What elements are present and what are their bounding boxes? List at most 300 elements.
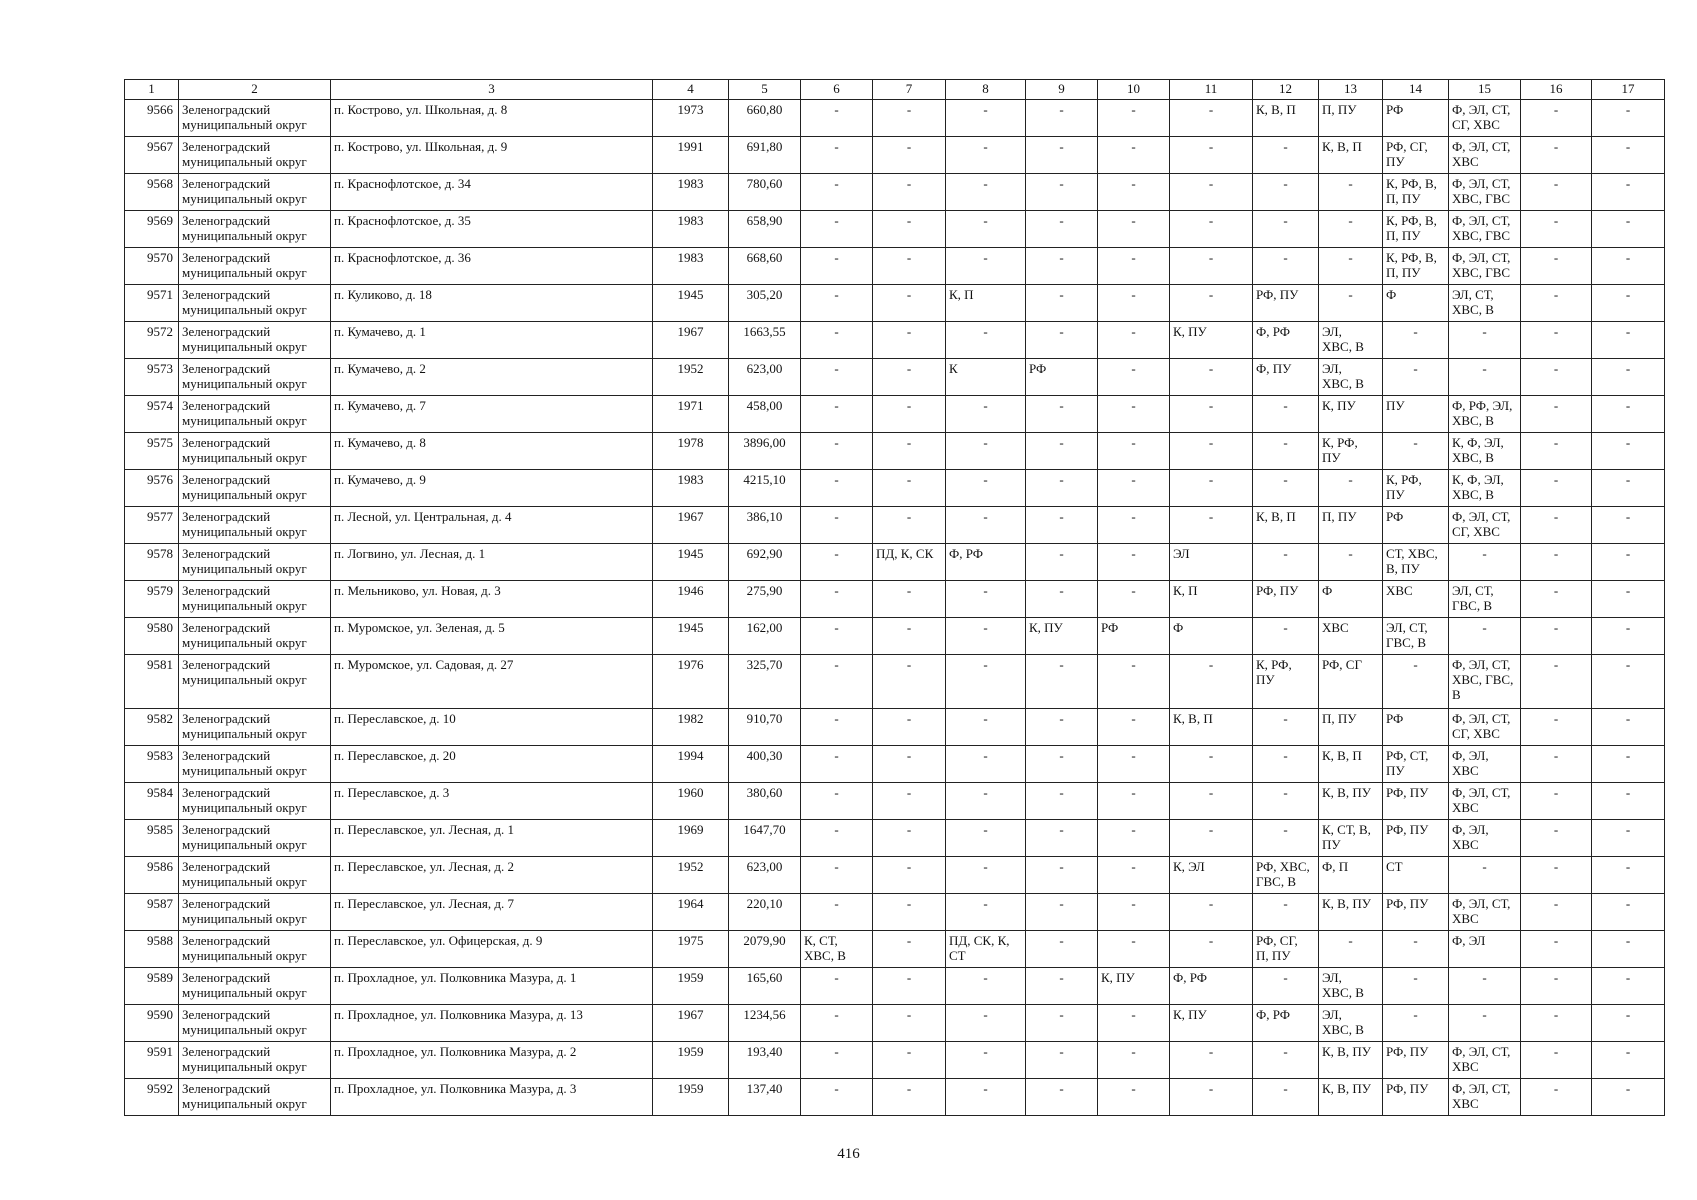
table-cell-col-8: - xyxy=(946,100,1026,137)
table-cell-col-4: 1983 xyxy=(653,211,729,248)
table-cell-col-10: - xyxy=(1098,248,1170,285)
table-cell-col-10: - xyxy=(1098,507,1170,544)
table-cell-col-8: - xyxy=(946,1042,1026,1079)
register-table xyxy=(124,79,1665,1116)
table-cell-col-10: - xyxy=(1098,581,1170,618)
table-cell-col-1: 9577 xyxy=(125,507,179,544)
table-cell-col-6: - xyxy=(801,655,873,709)
table-cell-col-10: - xyxy=(1098,544,1170,581)
table-cell-col-8: - xyxy=(946,470,1026,507)
table-cell-col-7: - xyxy=(873,100,946,137)
table-cell-col-1: 9582 xyxy=(125,709,179,746)
table-cell-col-7: - xyxy=(873,931,946,968)
table-cell-col-13: - xyxy=(1319,248,1383,285)
table-cell-col-13: П, ПУ xyxy=(1319,507,1383,544)
table-cell-col-3: п. Переславское, д. 20 xyxy=(331,746,653,783)
table-cell-col-3: п. Переславское, д. 10 xyxy=(331,709,653,746)
table-cell-col-13: РФ, СГ xyxy=(1319,655,1383,709)
table-cell-col-2: Зеленоградский муниципальный округ xyxy=(179,783,331,820)
table-cell-col-9: - xyxy=(1026,783,1098,820)
table-body xyxy=(125,80,1665,1116)
table-cell-col-15: Ф, РФ, ЭЛ, ХВС, В xyxy=(1449,396,1521,433)
register-table-container xyxy=(124,79,1664,1116)
table-cell-col-12: - xyxy=(1253,783,1319,820)
table-cell-col-6: - xyxy=(801,1079,873,1116)
table-cell-col-8: - xyxy=(946,1079,1026,1116)
table-cell-col-15: Ф, ЭЛ xyxy=(1449,931,1521,968)
table-cell-col-1: 9584 xyxy=(125,783,179,820)
table-cell-col-6: - xyxy=(801,359,873,396)
table-cell-col-5: 137,40 xyxy=(729,1079,801,1116)
table-cell-col-13: ЭЛ, ХВС, В xyxy=(1319,359,1383,396)
table-cell-col-6: - xyxy=(801,968,873,1005)
table-cell-col-3: п. Лесной, ул. Центральная, д. 4 xyxy=(331,507,653,544)
table-cell-col-4: 1976 xyxy=(653,655,729,709)
table-cell-col-14: РФ, ПУ xyxy=(1383,820,1449,857)
table-cell-col-15: Ф, ЭЛ, СТ, ХВС, ГВС xyxy=(1449,174,1521,211)
table-cell-col-16: - xyxy=(1521,931,1592,968)
table-cell-col-8: - xyxy=(946,248,1026,285)
table-cell-col-5: 1647,70 xyxy=(729,820,801,857)
table-cell-col-11: - xyxy=(1170,894,1253,931)
table-cell-col-9: - xyxy=(1026,100,1098,137)
table-cell-col-17: - xyxy=(1592,248,1665,285)
table-cell-col-15: - xyxy=(1449,1005,1521,1042)
table-cell-col-1: 9570 xyxy=(125,248,179,285)
table-cell-col-2: Зеленоградский муниципальный округ xyxy=(179,618,331,655)
table-cell-col-8: Ф, РФ xyxy=(946,544,1026,581)
column-header-10: 10 xyxy=(1098,80,1170,100)
table-cell-col-16: - xyxy=(1521,100,1592,137)
table-cell-col-12: К, РФ, ПУ xyxy=(1253,655,1319,709)
table-cell-col-4: 1969 xyxy=(653,820,729,857)
table-cell-col-7: - xyxy=(873,820,946,857)
table-cell-col-12: - xyxy=(1253,470,1319,507)
table-cell-col-14: РФ, ПУ xyxy=(1383,1079,1449,1116)
table-cell-col-10: - xyxy=(1098,211,1170,248)
table-cell-col-11: - xyxy=(1170,655,1253,709)
table-cell-col-17: - xyxy=(1592,968,1665,1005)
table-cell-col-6: - xyxy=(801,433,873,470)
table-cell-col-6: - xyxy=(801,174,873,211)
table-cell-col-16: - xyxy=(1521,211,1592,248)
table-cell-col-3: п. Кумачево, д. 7 xyxy=(331,396,653,433)
table-cell-col-7: - xyxy=(873,507,946,544)
table-cell-col-6: - xyxy=(801,894,873,931)
table-cell-col-3: п. Куликово, д. 18 xyxy=(331,285,653,322)
table-cell-col-10: - xyxy=(1098,931,1170,968)
table-cell-col-10: - xyxy=(1098,174,1170,211)
table-cell-col-4: 1975 xyxy=(653,931,729,968)
table-cell-col-4: 1967 xyxy=(653,1005,729,1042)
table-cell-col-3: п. Прохладное, ул. Полковника Мазура, д. 3 xyxy=(331,1079,653,1116)
table-cell-col-13: К, В, ПУ xyxy=(1319,894,1383,931)
table-cell-col-13: К, В, ПУ xyxy=(1319,783,1383,820)
table-cell-col-16: - xyxy=(1521,248,1592,285)
table-cell-col-3: п. Прохладное, ул. Полковника Мазура, д. 2 xyxy=(331,1042,653,1079)
column-header-6: 6 xyxy=(801,80,873,100)
column-header-7: 7 xyxy=(873,80,946,100)
table-cell-col-6: - xyxy=(801,100,873,137)
column-header-11: 11 xyxy=(1170,80,1253,100)
table-cell-col-1: 9576 xyxy=(125,470,179,507)
table-cell-col-2: Зеленоградский муниципальный округ xyxy=(179,322,331,359)
table-cell-col-4: 1983 xyxy=(653,470,729,507)
table-cell-col-2: Зеленоградский муниципальный округ xyxy=(179,396,331,433)
table-cell-col-12: К, В, П xyxy=(1253,507,1319,544)
table-cell-col-15: Ф, ЭЛ, ХВС xyxy=(1449,746,1521,783)
table-cell-col-16: - xyxy=(1521,655,1592,709)
table-cell-col-10: К, ПУ xyxy=(1098,968,1170,1005)
table-cell-col-7: - xyxy=(873,322,946,359)
table-cell-col-14: - xyxy=(1383,968,1449,1005)
table-cell-col-10: - xyxy=(1098,709,1170,746)
table-cell-col-17: - xyxy=(1592,783,1665,820)
table-cell-col-8: - xyxy=(946,746,1026,783)
table-cell-col-7: - xyxy=(873,174,946,211)
table-cell-col-5: 3896,00 xyxy=(729,433,801,470)
column-header-5: 5 xyxy=(729,80,801,100)
table-cell-col-15: Ф, ЭЛ, СТ, ХВС xyxy=(1449,783,1521,820)
table-cell-col-9: - xyxy=(1026,507,1098,544)
table-row xyxy=(125,931,1665,968)
table-cell-col-13: - xyxy=(1319,931,1383,968)
table-cell-col-14: СТ, ХВС, В, ПУ xyxy=(1383,544,1449,581)
table-cell-col-3: п. Кумачево, д. 1 xyxy=(331,322,653,359)
table-cell-col-13: - xyxy=(1319,211,1383,248)
table-cell-col-2: Зеленоградский муниципальный округ xyxy=(179,285,331,322)
table-cell-col-17: - xyxy=(1592,820,1665,857)
table-cell-col-9: - xyxy=(1026,655,1098,709)
table-cell-col-3: п. Краснофлотское, д. 35 xyxy=(331,211,653,248)
table-cell-col-13: К, ПУ xyxy=(1319,396,1383,433)
column-header-16: 16 xyxy=(1521,80,1592,100)
table-cell-col-16: - xyxy=(1521,433,1592,470)
table-cell-col-2: Зеленоградский муниципальный округ xyxy=(179,968,331,1005)
table-cell-col-17: - xyxy=(1592,1042,1665,1079)
table-row xyxy=(125,285,1665,322)
table-cell-col-12: - xyxy=(1253,396,1319,433)
table-cell-col-3: п. Кумачево, д. 9 xyxy=(331,470,653,507)
table-row xyxy=(125,1079,1665,1116)
table-cell-col-5: 305,20 xyxy=(729,285,801,322)
table-cell-col-14: К, РФ, ПУ xyxy=(1383,470,1449,507)
table-cell-col-3: п. Краснофлотское, д. 36 xyxy=(331,248,653,285)
table-cell-col-1: 9583 xyxy=(125,746,179,783)
table-cell-col-7: - xyxy=(873,211,946,248)
table-cell-col-5: 691,80 xyxy=(729,137,801,174)
table-cell-col-17: - xyxy=(1592,433,1665,470)
table-cell-col-16: - xyxy=(1521,581,1592,618)
table-cell-col-1: 9581 xyxy=(125,655,179,709)
table-cell-col-15: ЭЛ, СТ, ХВС, В xyxy=(1449,285,1521,322)
table-cell-col-12: - xyxy=(1253,618,1319,655)
table-cell-col-4: 1952 xyxy=(653,359,729,396)
column-header-4: 4 xyxy=(653,80,729,100)
table-cell-col-9: - xyxy=(1026,709,1098,746)
table-cell-col-2: Зеленоградский муниципальный округ xyxy=(179,507,331,544)
table-cell-col-9: - xyxy=(1026,322,1098,359)
table-cell-col-10: - xyxy=(1098,857,1170,894)
table-cell-col-14: РФ xyxy=(1383,709,1449,746)
table-row xyxy=(125,894,1665,931)
table-cell-col-11: - xyxy=(1170,820,1253,857)
table-cell-col-6: - xyxy=(801,581,873,618)
table-cell-col-5: 658,90 xyxy=(729,211,801,248)
table-cell-col-11: Ф, РФ xyxy=(1170,968,1253,1005)
table-row xyxy=(125,470,1665,507)
table-cell-col-5: 162,00 xyxy=(729,618,801,655)
table-cell-col-11: К, ЭЛ xyxy=(1170,857,1253,894)
table-cell-col-1: 9591 xyxy=(125,1042,179,1079)
table-cell-col-6: - xyxy=(801,1042,873,1079)
table-cell-col-11: - xyxy=(1170,1079,1253,1116)
table-cell-col-6: - xyxy=(801,746,873,783)
table-cell-col-15: ЭЛ, СТ, ГВС, В xyxy=(1449,581,1521,618)
table-cell-col-6: - xyxy=(801,507,873,544)
table-row xyxy=(125,746,1665,783)
table-cell-col-7: - xyxy=(873,968,946,1005)
table-cell-col-15: - xyxy=(1449,857,1521,894)
table-cell-col-8: К xyxy=(946,359,1026,396)
table-cell-col-16: - xyxy=(1521,820,1592,857)
table-cell-col-17: - xyxy=(1592,931,1665,968)
table-cell-col-14: РФ, ПУ xyxy=(1383,894,1449,931)
table-cell-col-17: - xyxy=(1592,1005,1665,1042)
table-cell-col-6: - xyxy=(801,1005,873,1042)
table-cell-col-2: Зеленоградский муниципальный округ xyxy=(179,470,331,507)
table-cell-col-12: - xyxy=(1253,1042,1319,1079)
table-cell-col-17: - xyxy=(1592,581,1665,618)
table-cell-col-10: - xyxy=(1098,894,1170,931)
table-cell-col-1: 9572 xyxy=(125,322,179,359)
table-cell-col-15: К, Ф, ЭЛ, ХВС, В xyxy=(1449,470,1521,507)
table-cell-col-7: - xyxy=(873,285,946,322)
table-cell-col-4: 1983 xyxy=(653,174,729,211)
table-cell-col-7: ПД, К, СК xyxy=(873,544,946,581)
table-cell-col-16: - xyxy=(1521,618,1592,655)
table-cell-col-8: - xyxy=(946,1005,1026,1042)
table-cell-col-12: К, В, П xyxy=(1253,100,1319,137)
table-cell-col-16: - xyxy=(1521,1005,1592,1042)
table-cell-col-11: - xyxy=(1170,248,1253,285)
table-cell-col-4: 1960 xyxy=(653,783,729,820)
table-cell-col-9: - xyxy=(1026,894,1098,931)
table-cell-col-14: РФ xyxy=(1383,507,1449,544)
table-cell-col-7: - xyxy=(873,470,946,507)
table-cell-col-7: - xyxy=(873,359,946,396)
table-cell-col-13: К, В, ПУ xyxy=(1319,1042,1383,1079)
table-cell-col-16: - xyxy=(1521,507,1592,544)
table-cell-col-15: - xyxy=(1449,968,1521,1005)
table-cell-col-7: - xyxy=(873,655,946,709)
table-row xyxy=(125,248,1665,285)
table-row xyxy=(125,100,1665,137)
table-cell-col-4: 1991 xyxy=(653,137,729,174)
table-cell-col-17: - xyxy=(1592,544,1665,581)
table-cell-col-14: РФ, СТ, ПУ xyxy=(1383,746,1449,783)
table-cell-col-16: - xyxy=(1521,709,1592,746)
table-cell-col-10: - xyxy=(1098,820,1170,857)
table-cell-col-2: Зеленоградский муниципальный округ xyxy=(179,174,331,211)
table-cell-col-5: 380,60 xyxy=(729,783,801,820)
table-cell-col-17: - xyxy=(1592,100,1665,137)
table-cell-col-12: Ф, РФ xyxy=(1253,322,1319,359)
table-cell-col-12: - xyxy=(1253,709,1319,746)
table-cell-col-8: - xyxy=(946,968,1026,1005)
table-cell-col-10: - xyxy=(1098,1005,1170,1042)
table-cell-col-2: Зеленоградский муниципальный округ xyxy=(179,248,331,285)
table-cell-col-3: п. Логвино, ул. Лесная, д. 1 xyxy=(331,544,653,581)
table-cell-col-14: Ф xyxy=(1383,285,1449,322)
table-cell-col-2: Зеленоградский муниципальный округ xyxy=(179,1042,331,1079)
table-cell-col-17: - xyxy=(1592,174,1665,211)
table-cell-col-5: 1663,55 xyxy=(729,322,801,359)
table-cell-col-4: 1973 xyxy=(653,100,729,137)
table-cell-col-6: К, СТ, ХВС, В xyxy=(801,931,873,968)
table-cell-col-14: ЭЛ, СТ, ГВС, В xyxy=(1383,618,1449,655)
table-cell-col-11: ЭЛ xyxy=(1170,544,1253,581)
table-cell-col-15: Ф, ЭЛ, СТ, ХВС xyxy=(1449,1079,1521,1116)
table-cell-col-9: РФ xyxy=(1026,359,1098,396)
table-cell-col-13: ХВС xyxy=(1319,618,1383,655)
table-row xyxy=(125,396,1665,433)
table-cell-col-3: п. Мельниково, ул. Новая, д. 3 xyxy=(331,581,653,618)
table-cell-col-1: 9586 xyxy=(125,857,179,894)
table-cell-col-12: - xyxy=(1253,248,1319,285)
table-cell-col-14: - xyxy=(1383,322,1449,359)
table-cell-col-12: - xyxy=(1253,968,1319,1005)
column-header-8: 8 xyxy=(946,80,1026,100)
table-cell-col-1: 9585 xyxy=(125,820,179,857)
table-cell-col-16: - xyxy=(1521,359,1592,396)
table-cell-col-16: - xyxy=(1521,470,1592,507)
table-cell-col-1: 9567 xyxy=(125,137,179,174)
table-cell-col-8: - xyxy=(946,709,1026,746)
table-cell-col-4: 1983 xyxy=(653,248,729,285)
table-cell-col-10: - xyxy=(1098,783,1170,820)
table-cell-col-11: - xyxy=(1170,470,1253,507)
table-cell-col-14: РФ, ПУ xyxy=(1383,1042,1449,1079)
table-cell-col-11: - xyxy=(1170,433,1253,470)
table-cell-col-12: - xyxy=(1253,544,1319,581)
table-cell-col-4: 1967 xyxy=(653,507,729,544)
table-cell-col-11: - xyxy=(1170,285,1253,322)
table-cell-col-5: 193,40 xyxy=(729,1042,801,1079)
table-cell-col-2: Зеленоградский муниципальный округ xyxy=(179,746,331,783)
table-cell-col-9: - xyxy=(1026,396,1098,433)
table-cell-col-6: - xyxy=(801,783,873,820)
table-cell-col-15: К, Ф, ЭЛ, ХВС, В xyxy=(1449,433,1521,470)
table-row xyxy=(125,433,1665,470)
table-cell-col-14: - xyxy=(1383,1005,1449,1042)
table-cell-col-7: - xyxy=(873,783,946,820)
table-row xyxy=(125,137,1665,174)
table-row xyxy=(125,1042,1665,1079)
table-cell-col-5: 623,00 xyxy=(729,359,801,396)
table-cell-col-10: РФ xyxy=(1098,618,1170,655)
table-cell-col-7: - xyxy=(873,1079,946,1116)
table-cell-col-3: п. Переславское, д. 3 xyxy=(331,783,653,820)
table-cell-col-14: - xyxy=(1383,931,1449,968)
table-cell-col-7: - xyxy=(873,1005,946,1042)
table-cell-col-17: - xyxy=(1592,137,1665,174)
table-cell-col-5: 1234,56 xyxy=(729,1005,801,1042)
table-cell-col-12: - xyxy=(1253,894,1319,931)
table-cell-col-13: - xyxy=(1319,285,1383,322)
table-cell-col-14: К, РФ, В, П, ПУ xyxy=(1383,248,1449,285)
table-cell-col-9: - xyxy=(1026,581,1098,618)
table-cell-col-5: 623,00 xyxy=(729,857,801,894)
table-cell-col-12: РФ, ПУ xyxy=(1253,581,1319,618)
table-cell-col-7: - xyxy=(873,433,946,470)
table-cell-col-11: - xyxy=(1170,137,1253,174)
table-cell-col-9: - xyxy=(1026,820,1098,857)
table-cell-col-9: - xyxy=(1026,174,1098,211)
table-cell-col-12: - xyxy=(1253,746,1319,783)
table-cell-col-6: - xyxy=(801,709,873,746)
table-cell-col-6: - xyxy=(801,285,873,322)
table-cell-col-14: - xyxy=(1383,433,1449,470)
column-header-14: 14 xyxy=(1383,80,1449,100)
table-cell-col-16: - xyxy=(1521,783,1592,820)
table-cell-col-6: - xyxy=(801,618,873,655)
table-cell-col-14: ПУ xyxy=(1383,396,1449,433)
table-cell-col-10: - xyxy=(1098,746,1170,783)
table-cell-col-15: Ф, ЭЛ, СТ, ХВС xyxy=(1449,137,1521,174)
table-cell-col-5: 780,60 xyxy=(729,174,801,211)
table-cell-col-2: Зеленоградский муниципальный округ xyxy=(179,820,331,857)
table-cell-col-1: 9566 xyxy=(125,100,179,137)
table-cell-col-9: - xyxy=(1026,137,1098,174)
table-cell-col-16: - xyxy=(1521,174,1592,211)
table-cell-col-8: - xyxy=(946,655,1026,709)
table-cell-col-16: - xyxy=(1521,1079,1592,1116)
table-cell-col-11: - xyxy=(1170,1042,1253,1079)
table-cell-col-6: - xyxy=(801,396,873,433)
table-cell-col-2: Зеленоградский муниципальный округ xyxy=(179,1005,331,1042)
table-cell-col-7: - xyxy=(873,857,946,894)
table-cell-col-12: Ф, ПУ xyxy=(1253,359,1319,396)
table-cell-col-13: - xyxy=(1319,544,1383,581)
table-cell-col-17: - xyxy=(1592,746,1665,783)
table-cell-col-3: п. Переславское, ул. Лесная, д. 1 xyxy=(331,820,653,857)
table-cell-col-17: - xyxy=(1592,857,1665,894)
table-row xyxy=(125,581,1665,618)
table-cell-col-15: - xyxy=(1449,322,1521,359)
table-cell-col-4: 1959 xyxy=(653,1042,729,1079)
table-row xyxy=(125,211,1665,248)
table-cell-col-14: К, РФ, В, П, ПУ xyxy=(1383,174,1449,211)
table-cell-col-13: - xyxy=(1319,470,1383,507)
table-cell-col-8: - xyxy=(946,783,1026,820)
table-cell-col-5: 325,70 xyxy=(729,655,801,709)
table-cell-col-12: - xyxy=(1253,137,1319,174)
table-cell-col-9: - xyxy=(1026,470,1098,507)
table-cell-col-10: - xyxy=(1098,1042,1170,1079)
table-cell-col-2: Зеленоградский муниципальный округ xyxy=(179,544,331,581)
table-cell-col-1: 9588 xyxy=(125,931,179,968)
table-cell-col-16: - xyxy=(1521,285,1592,322)
table-row xyxy=(125,655,1665,709)
table-cell-col-9: - xyxy=(1026,857,1098,894)
table-cell-col-17: - xyxy=(1592,1079,1665,1116)
table-cell-col-3: п. Муромское, ул. Зеленая, д. 5 xyxy=(331,618,653,655)
table-cell-col-4: 1978 xyxy=(653,433,729,470)
table-cell-col-2: Зеленоградский муниципальный округ xyxy=(179,894,331,931)
table-cell-col-1: 9580 xyxy=(125,618,179,655)
table-cell-col-14: РФ, ПУ xyxy=(1383,783,1449,820)
